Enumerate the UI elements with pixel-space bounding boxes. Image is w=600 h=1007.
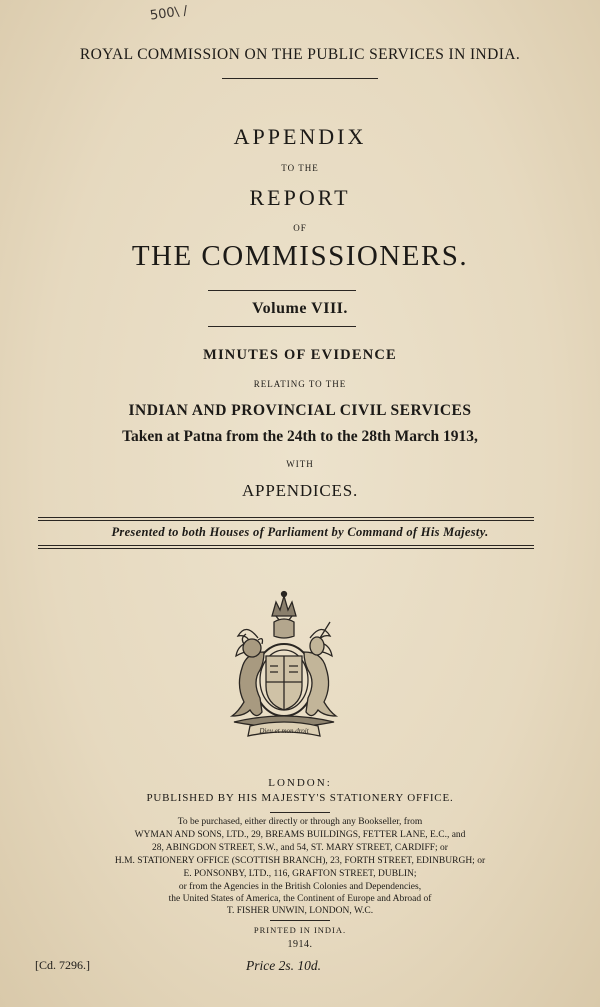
purchase-info-line: 28, ABINGDON STREET, S.W., and 54, ST. MARY STREET, CARDIFF; or [152,843,448,853]
presented-rule-bottom-2 [38,548,534,549]
year-label: 1914. [287,939,313,950]
taken-at-line: Taken at Patna from the 24th to the 28th March 1913, [122,428,478,445]
to-the-label: TO THE [281,163,319,173]
royal-coat-of-arms-icon [216,582,352,744]
printed-in-label: PRINTED IN INDIA. [253,925,347,935]
purchase-info-line: T. FISHER UNWIN, LONDON, W.C. [226,906,374,916]
volume-label: Volume VIII. [252,300,348,317]
divider-rule-small-2 [270,920,330,921]
appendix-heading: APPENDIX [233,124,367,149]
appendices-heading: APPENDICES. [241,481,358,500]
london-label: LONDON: [268,777,332,789]
presented-line: Presented to both Houses of Parliament by Command of His Majesty. [111,525,489,539]
purchase-info-line: E. PONSONBY, LTD., 116, GRAFTON STREET, DUBLIN; [183,869,417,879]
minutes-heading: MINUTES OF EVIDENCE [203,347,397,363]
publisher-line: PUBLISHED BY HIS MAJESTY'S STATIONERY OFFICE. [146,792,454,804]
divider-rule-small [270,812,330,813]
volume-rule-bottom [208,326,356,327]
pencil-annotation: 500\ / [149,3,189,24]
purchase-info-line: or from the Agencies in the British Colonies and Dependencies, [178,882,422,892]
price-label: Price 2s. 10d. [246,958,321,973]
command-paper-number: [Cd. 7296.] [35,958,90,972]
motto-text: Dieu et mon droit [259,727,309,735]
purchase-info-line: To be purchased, either directly or through any Bookseller, from [177,817,423,827]
commissioners-heading: THE COMMISSIONERS. [131,240,469,272]
with-label: WITH [286,459,314,469]
purchase-info-line: H.M. STATIONERY OFFICE (SCOTTISH BRANCH), 23, FORTH STREET, EDINBURGH; or [114,856,486,866]
presented-rule-top-2 [38,520,534,521]
presented-rule-bottom [38,545,534,546]
purchase-info-line: the United States of America, the Continent of Europe and Abroad of [168,894,432,904]
volume-rule-top [208,290,356,291]
purchase-info-line: WYMAN AND SONS, LTD., 29, BREAMS BUILDINGS, FETTER LANE, E.C., and [134,830,466,840]
report-heading: REPORT [249,185,351,210]
of-label: OF [293,223,307,233]
services-heading: INDIAN AND PROVINCIAL CIVIL SERVICES [128,402,472,419]
divider-rule [222,78,378,79]
commission-heading: ROYAL COMMISSION ON THE PUBLIC SERVICES IN INDIA. [79,46,521,63]
relating-label: RELATING TO THE [253,379,347,389]
presented-rule-top [38,517,534,518]
